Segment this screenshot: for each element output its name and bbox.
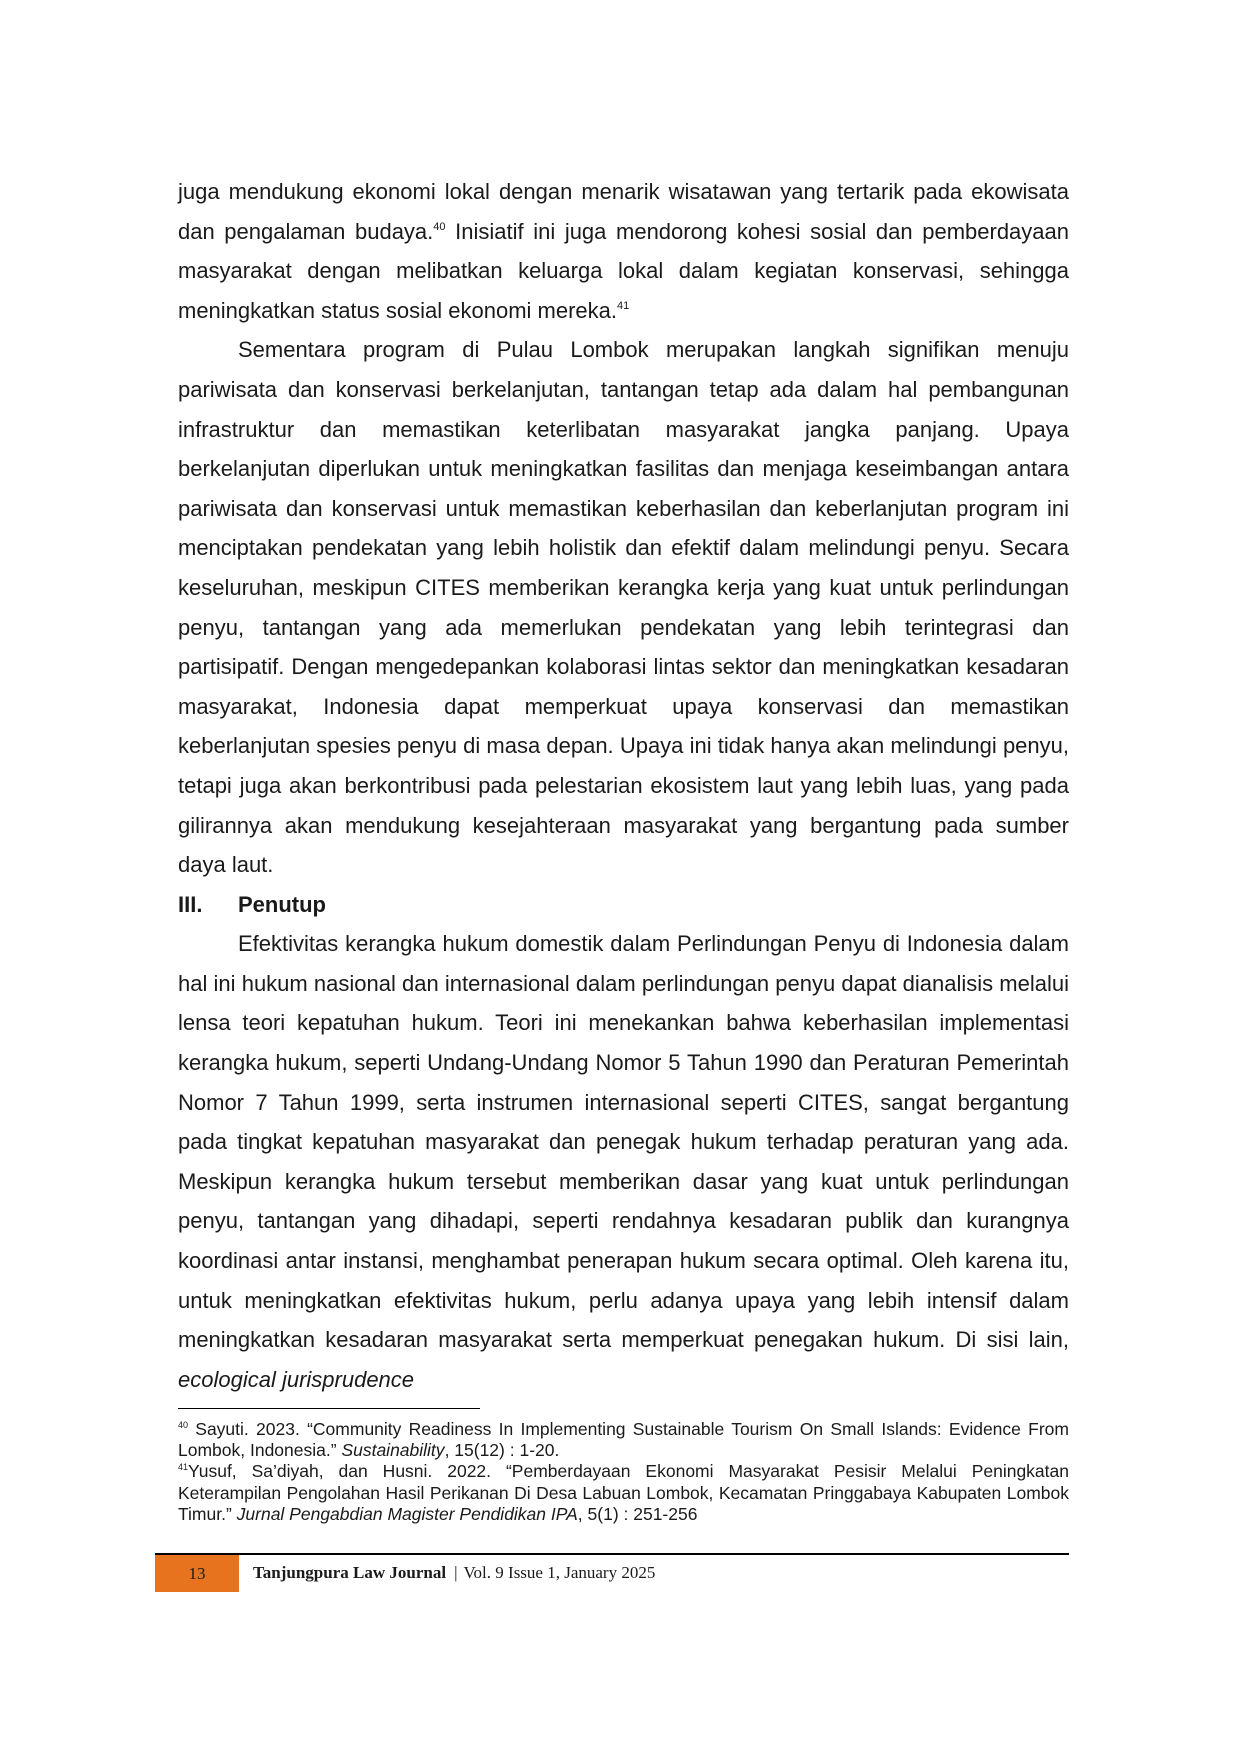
footnote-text: Yusuf, Sa’diyah, dan Husni. 2022. “Pemberdayaan Ekonomi Masyarakat Pesisir Melalui Peningkatan Keterampilan Pengolahan Hasil Perikanan Di Desa Labuan Lombok, Kecamatan Pringgabaya Kabupaten Lombok Timur.”	[178, 1461, 1069, 1524]
journal-title: Tanjungpura Law Journal	[253, 1563, 447, 1582]
section-title: Penutup	[238, 891, 326, 917]
footnote-journal: Sustainability	[341, 1440, 445, 1461]
footnotes	[178, 1419, 1069, 1525]
footnote-journal: Jurnal Pengabdian Magister Pendidikan IPA	[236, 1503, 578, 1524]
paragraph-text: juga mendukung ekonomi lokal dengan menarik wisatawan yang tertarik pada ekowisata dan pengalaman budaya.	[178, 179, 1069, 244]
footnote-tail: , 15(12) : 1-20.	[444, 1440, 560, 1461]
page-number-badge	[155, 1555, 239, 1592]
paragraph-conclusion	[178, 924, 1069, 1399]
section-heading	[178, 885, 1069, 925]
footnote-ref-40[interactable]: 40	[433, 220, 446, 233]
footnote-number: 41	[178, 1462, 189, 1473]
section-number: III.	[178, 891, 203, 917]
italic-term: ecological jurisprudence	[178, 1366, 415, 1392]
paragraph-text: Inisiatif ini juga mendorong kohesi sosial dan pemberdayaan masyarakat dengan melibatkan keluarga lokal dalam kegiatan konservasi, sehingga meningkatkan status sosial ekonomi mereka.	[178, 218, 1069, 323]
paragraph-continued	[178, 172, 1069, 330]
body-text	[178, 172, 1069, 1399]
footnote-ref-41[interactable]: 41	[617, 299, 630, 312]
footnote-40	[178, 1419, 1069, 1461]
issue-info: Vol. 9 Issue 1, January 2025	[463, 1563, 656, 1582]
paragraph-text: Efektivitas kerangka hukum domestik dalam Perlindungan Penyu di Indonesia dalam hal ini hukum nasional dan internasional dalam perlindungan penyu dapat dianalisis melalui lensa teori kepatuhan hukum. Teori ini menekankan bahwa keberhasilan implementasi kerangka hukum, seperti Undang-Undang Nomor 5 Tahun 1990 dan Peraturan Pemerintah Nomor 7 Tahun 1999, serta instrumen internasional seperti CITES, sangat bergantung pada tingkat kepatuhan masyarakat dan penegak hukum terhadap peraturan yang ada. Meskipun kerangka hukum tersebut memberikan dasar yang kuat untuk perlindungan penyu, tantangan yang dihadapi, seperti rendahnya kesadaran publik dan kurangnya koordinasi antar instansi, menghambat penerapan hukum secara optimal. Oleh karena itu, untuk meningkatkan efektivitas hukum, perlu adanya upaya yang lebih intensif dalam meningkatkan kesadaran masyarakat serta memperkuat penegakan hukum. Di sisi lain,	[178, 931, 1069, 1353]
running-footer	[253, 1563, 655, 1583]
page-number: 13	[188, 1563, 206, 1583]
footnote-text: Sayuti. 2023. “Community Readiness In Implementing Sustainable Tourism On Small Islands: Evidence From Lombok, Indonesia.”	[178, 1419, 1069, 1461]
footnote-tail: , 5(1) : 251-256	[577, 1503, 698, 1524]
paragraph-lombok-program: Sementara program di Pulau Lombok merupakan langkah signifikan menuju pariwisata dan konservasi berkelanjutan, tantangan tetap ada dalam hal pembangunan infrastruktur dan memastikan keterlibatan masyarakat jangka panjang. Upaya berkelanjutan diperlukan untuk meningkatkan fasilitas dan menjaga keseimbangan antara pariwisata dan konservasi untuk memastikan keberhasilan dan keberlanjutan program ini menciptakan pendekatan yang lebih holistik dan efektif dalam melindungi penyu. Secara keseluruhan, meskipun CITES memberikan kerangka kerja yang kuat untuk perlindungan penyu, tantangan yang ada memerlukan pendekatan yang lebih terintegrasi dan partisipatif. Dengan mengedepankan kolaborasi lintas sektor dan meningkatkan kesadaran masyarakat, Indonesia dapat memperkuat upaya konservasi dan memastikan keberlanjutan spesies penyu di masa depan. Upaya ini tidak hanya akan melindungi penyu, tetapi juga akan berkontribusi pada pelestarian ekosistem laut yang lebih luas, yang pada gilirannya akan mendukung kesejahteraan masyarakat yang bergantung pada sumber daya laut.	[178, 337, 1069, 878]
footnote-41	[178, 1461, 1069, 1525]
footnote-number: 40	[178, 1420, 189, 1430]
footer-separator: |	[454, 1563, 458, 1582]
footer-divider	[155, 1553, 1069, 1555]
footnote-divider	[178, 1408, 480, 1409]
